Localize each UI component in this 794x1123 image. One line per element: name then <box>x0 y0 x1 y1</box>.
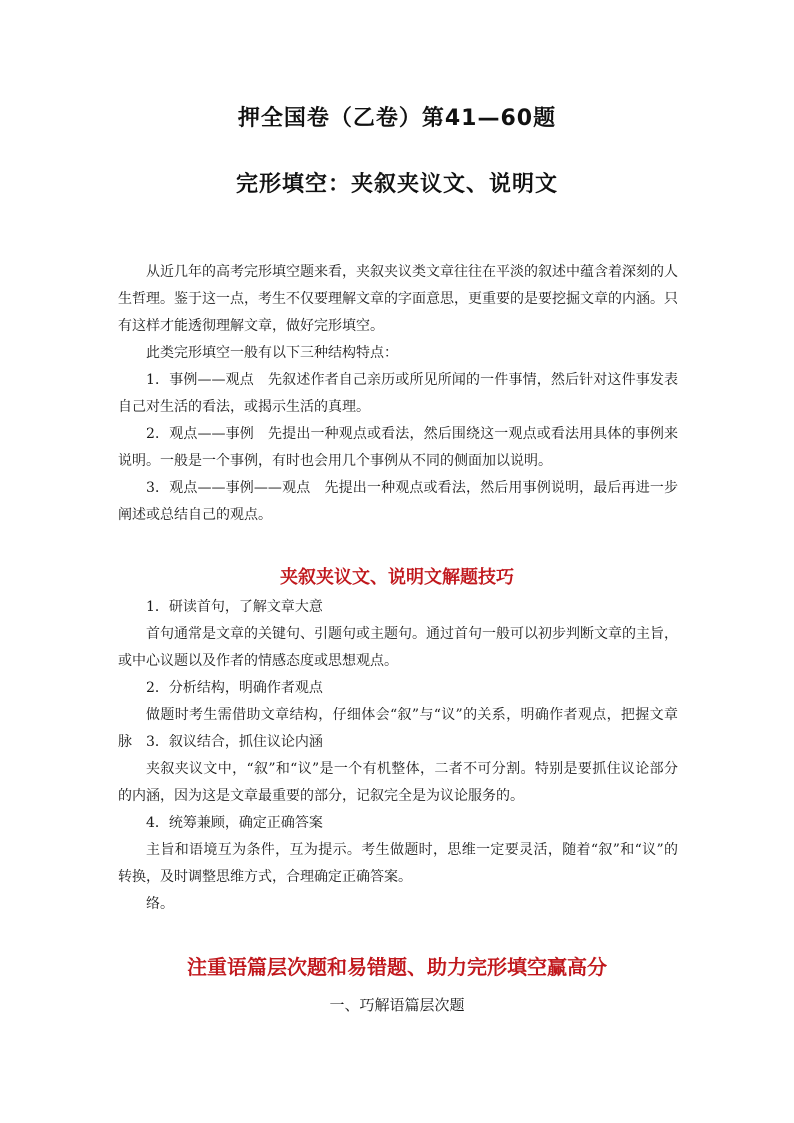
section-one-heading: 一、巧解语篇层次题 <box>329 996 465 1014</box>
skill-1-body: 首句通常是文章的关键句、引题句或主题句。通过首句一般可以初步判断文章的主旨，或中心议题以及作者的情感态度或思想观点。 <box>118 626 678 669</box>
skill-trailing-text: 络。 <box>146 896 174 912</box>
emphasis-heading: 注重语篇层次题和易错题、助力完形填空赢高分 <box>187 955 607 979</box>
structure-item-1: 1．事例——观点 先叙述作者自己亲历或所见所闻的一件事情，然后针对这件事发表自己对生活的看法，或揭示生活的真理。 <box>118 372 678 415</box>
skill-3-body: 夹叙夹议文中，“叙”和“议”是一个有机整体，二者不可分割。特别是要抓住议论部分的内涵，因为这是文章最重要的部分，记叙完全是为议论服务的。 <box>118 761 678 804</box>
structure-item-3: 3．观点——事例——观点 先提出一种观点或看法，然后用事例说明，最后再进一步阐述或总结自己的观点。 <box>118 480 678 523</box>
skill-3-title: 3．叙议结合，抓住议论内涵 <box>146 734 323 750</box>
intro-paragraph: 从近几年的高考完形填空题来看，夹叙夹议类文章往往在平淡的叙述中蕴含着深刻的人生哲理。鉴于这一点，考生不仅要理解文章的字面意思，更重要的是要挖掘文章的内涵。只有这样才能透彻理解文章，做好完形填空。 <box>118 264 678 334</box>
skill-1-title: 1．研读首句，了解文章大意 <box>146 599 323 615</box>
document-title: 押全国卷（乙卷）第41—60题 <box>237 106 557 131</box>
intro-structure-lead: 此类完形填空一般有以下三种结构特点： <box>146 345 398 361</box>
structure-item-2: 2．观点——事例 先提出一种观点或看法，然后围绕这一观点或看法用具体的事例来说明。一般是一个事例，有时也会用几个事例从不同的侧面加以说明。 <box>118 426 678 469</box>
document-subtitle: 完形填空：夹叙夹议文、说明文 <box>235 172 558 197</box>
skill-2-body: 做题时考生需借助文章结构，仔细体会“叙”与“议”的关系，明确作者观点，把握文章脉 <box>118 707 678 750</box>
skills-heading: 夹叙夹议文、说明文解题技巧 <box>280 567 514 588</box>
skill-2-title: 2．分析结构，明确作者观点 <box>146 680 323 696</box>
skill-4-title: 4．统筹兼顾，确定正确答案 <box>146 815 323 831</box>
skill-4-body: 主旨和语境互为条件，互为提示。考生做题时，思维一定要灵活，随着“叙”和“议”的转换，及时调整思维方式，合理确定正确答案。 <box>118 842 678 885</box>
